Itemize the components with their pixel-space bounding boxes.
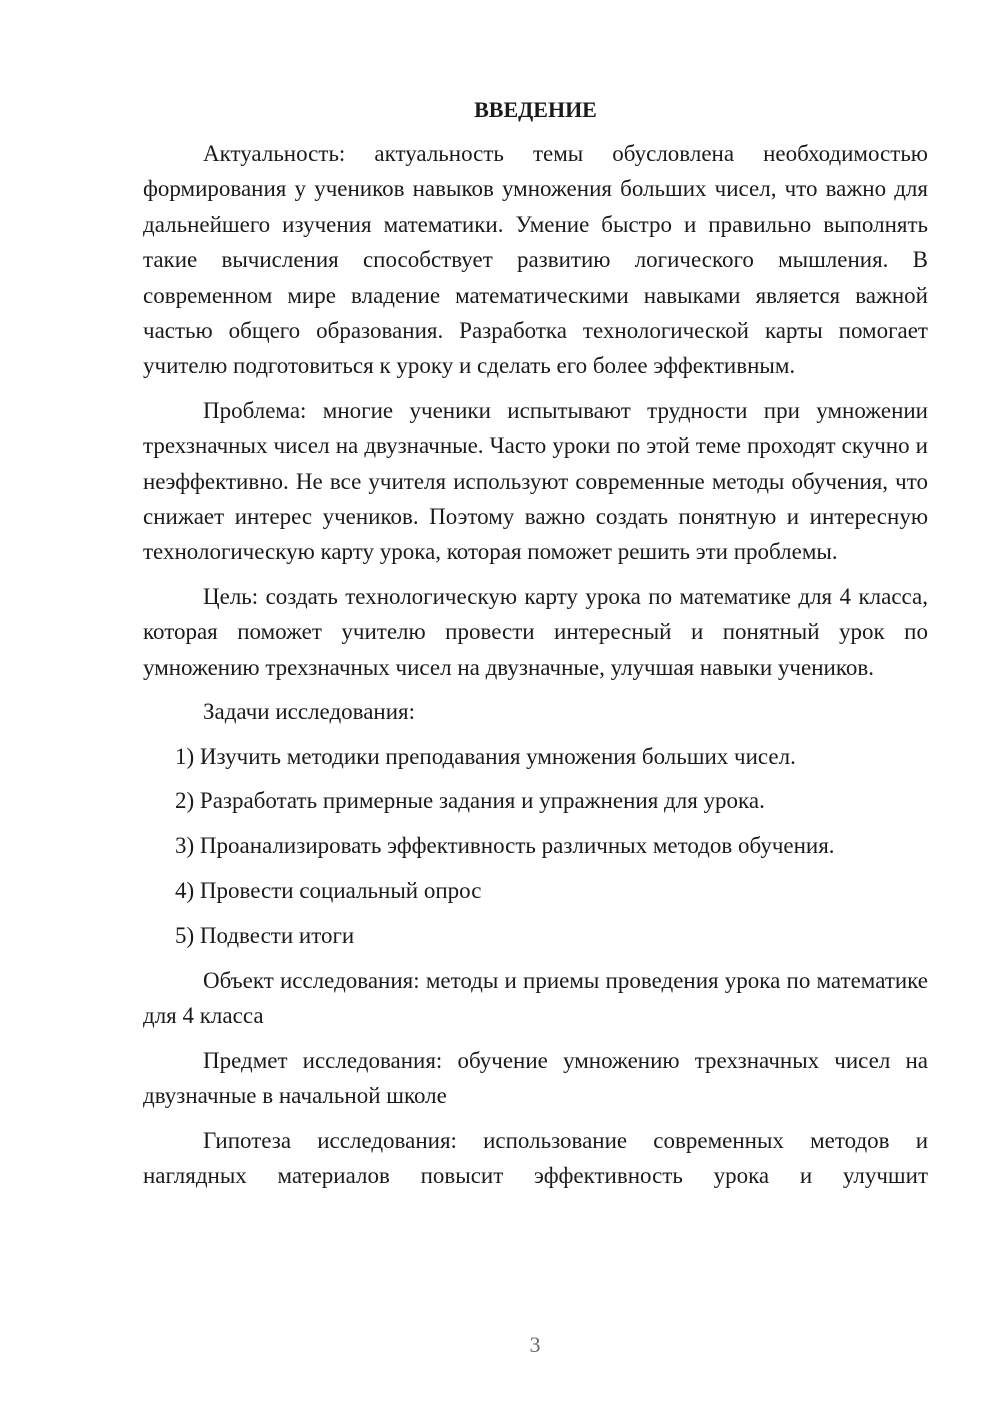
tasks-title: Задачи исследования: [203, 699, 416, 725]
paragraph-hypothesis: Гипотеза исследования: использование современных методов и наглядных материалов повысит эффективность урока и улучшит [143, 1127, 928, 1189]
tasks-list [143, 739, 928, 954]
paragraph-subject: Предмет исследования: обучение умножению трехзначных чисел на двузначные в начальной школе [143, 1047, 928, 1109]
list-item: 5) Подвести итоги [175, 923, 355, 949]
list-item: 3) Проанализировать эффективность различных методов обучения. [175, 833, 835, 859]
list-item: 1) Изучить методики преподавания умножения больших чисел. [175, 743, 796, 769]
paragraph-relevance: Актуальность: актуальность темы обусловлена необходимостью формирования у учеников навыков умножения больших чисел, что важно для дальнейшего изучения математики. Умение быстро и правильно выполнять такие вычисления способствует развитию логического мышления. В современном мире владение математическими навыками является важной частью общего образования. Разработка технологической карты помогает учителю подготовиться к уроку и сделать его более эффективным. [143, 141, 928, 379]
paragraph-object: Объект исследования: методы и приемы проведения урока по математике для 4 класса [143, 968, 928, 1029]
page-number: 3 [529, 1332, 541, 1357]
paragraph-problem: Проблема: многие ученики испытывают трудности при умножении трехзначных чисел на двузначные. Часто уроки по этой теме проходят скучно и неэффективно. Не все учителя используют современные методы обучения, что снижает интерес учеников. Поэтому важно создать понятную и интересную технологическую карту урока, которая поможет решить эти проблемы. [143, 397, 928, 565]
list-item: 4) Провести социальный опрос [175, 878, 482, 904]
list-item: 2) Разработать примерные задания и упражнения для урока. [175, 788, 765, 814]
paragraph-goal: Цель: создать технологическую карту урока по математике для 4 класса, которая поможет учителю провести интересный и понятный урок по умножению трехзначных чисел на двузначные, улучшая навыки учеников. [143, 583, 928, 680]
page-content [143, 92, 928, 1202]
section-heading: ВВЕДЕНИЕ [474, 97, 597, 122]
